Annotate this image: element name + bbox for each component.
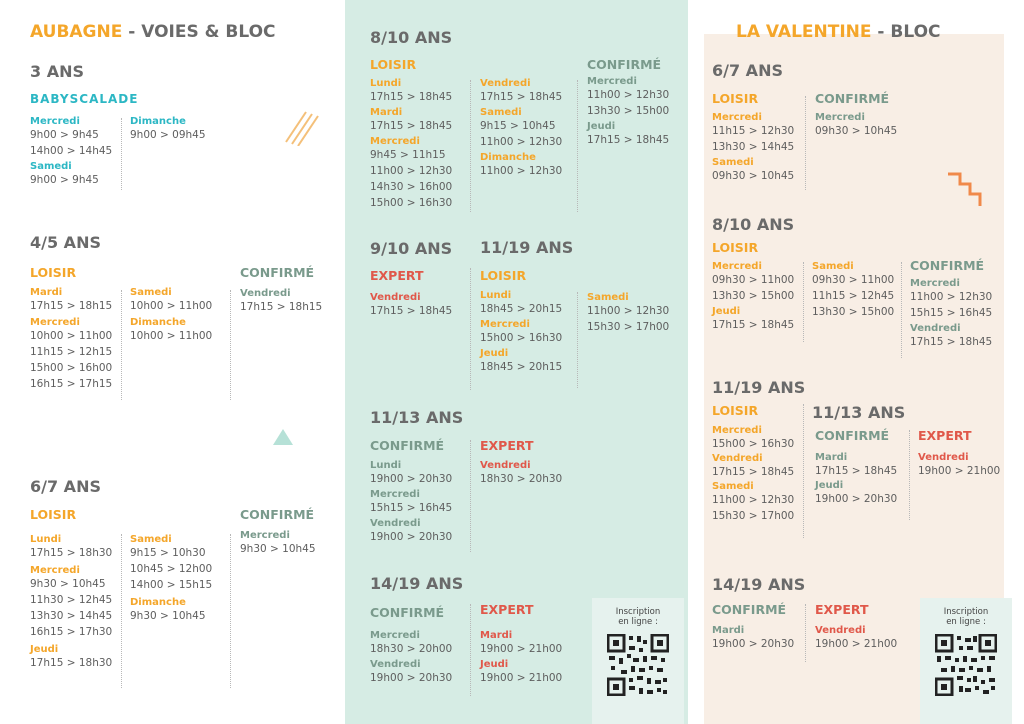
day-label: Dimanche bbox=[480, 152, 536, 163]
loisir-label: LOISIR bbox=[712, 403, 759, 418]
divider bbox=[121, 290, 122, 400]
time-slots: 9h00 > 09h45 bbox=[130, 129, 206, 141]
time-slots: 11h00 > 12h30 13h30 > 15h00 bbox=[587, 89, 670, 117]
time-slots: 11h15 > 12h30 13h30 > 14h45 bbox=[712, 125, 795, 153]
aubagne-45ans-col1 bbox=[30, 287, 112, 392]
day-label: Jeudi bbox=[587, 121, 616, 132]
divider bbox=[577, 80, 578, 212]
aubagne-3ans-col1 bbox=[30, 116, 112, 188]
day-label: Vendredi bbox=[370, 292, 421, 303]
time-slots: 18h30 > 20h00 bbox=[370, 643, 453, 655]
confirme-label: CONFIRMÉ bbox=[910, 258, 985, 273]
val-1113ans-title: 11/13 ANS bbox=[812, 403, 906, 422]
day-label: Jeudi bbox=[480, 348, 509, 359]
time-slots: 11h00 > 12h30 bbox=[480, 165, 563, 177]
day-label: Mercredi bbox=[370, 489, 420, 500]
val-1419ans-col1 bbox=[712, 625, 794, 652]
time-slots: 9h15 > 10h45 11h00 > 12h30 bbox=[480, 120, 563, 148]
divider bbox=[803, 404, 804, 538]
time-slots: 17h15 > 18h45 bbox=[910, 336, 993, 348]
divider bbox=[121, 534, 122, 688]
confirme-label: CONFIRMÉ bbox=[240, 507, 315, 522]
time-slots: 19h00 > 20h30 bbox=[815, 493, 898, 505]
time-slots: 17h15 > 18h45 bbox=[712, 319, 795, 331]
day-label: Vendredi bbox=[918, 452, 969, 463]
qr-label: Inscription en ligne : bbox=[615, 607, 661, 627]
time-slots: 18h45 > 20h15 bbox=[480, 303, 563, 315]
day-label: Lundi bbox=[480, 290, 512, 301]
qr-code-box[interactable] bbox=[592, 598, 684, 724]
day-label: Samedi bbox=[480, 107, 522, 118]
divider bbox=[121, 118, 122, 190]
divider bbox=[470, 440, 471, 552]
mid-1119ans-title: 11/19 ANS bbox=[480, 238, 574, 257]
qr-code-icon bbox=[935, 634, 997, 696]
valentine-title bbox=[736, 22, 941, 42]
val-1119ans-title: 11/19 ANS bbox=[712, 378, 806, 397]
confirme-label: CONFIRMÉ bbox=[815, 91, 890, 106]
day-label: Dimanche bbox=[130, 597, 186, 608]
val-810ans-col2 bbox=[812, 261, 894, 320]
aubagne-67ans-col2 bbox=[130, 534, 212, 624]
time-slots: 17h15 > 18h45 bbox=[370, 91, 453, 103]
valentine-title-sub: - BLOC bbox=[871, 22, 941, 42]
val-1119ans-col1 bbox=[712, 425, 794, 524]
day-label: Mercredi bbox=[712, 425, 762, 436]
day-label: Lundi bbox=[30, 534, 62, 545]
day-label: Mercredi bbox=[240, 530, 290, 541]
time-slots: 15h15 > 16h45 bbox=[370, 502, 453, 514]
confirme-label: CONFIRMÉ bbox=[370, 605, 445, 620]
day-label: Mercredi bbox=[587, 76, 637, 87]
divider bbox=[909, 430, 910, 520]
divider bbox=[805, 96, 806, 190]
time-slots: 11h00 > 12h30 15h15 > 16h45 bbox=[910, 291, 993, 319]
mid-810ans-col2 bbox=[480, 78, 562, 179]
day-label: Mercredi bbox=[370, 136, 420, 147]
time-slots: 10h00 > 11h00 bbox=[130, 330, 213, 342]
aubagne-title bbox=[30, 22, 276, 42]
divider bbox=[470, 268, 471, 390]
aubagne-45ans-title: 4/5 ANS bbox=[30, 233, 101, 252]
expert-label: EXPERT bbox=[815, 602, 869, 617]
divider bbox=[577, 292, 578, 388]
time-slots: 9h30 > 10h45 11h30 > 12h45 13h30 > 14h45 16h15 > 17h30 bbox=[30, 578, 113, 638]
day-label: Jeudi bbox=[480, 659, 509, 670]
expert-label: EXPERT bbox=[480, 602, 534, 617]
time-slots: 09h30 > 10h45 bbox=[815, 125, 898, 137]
day-label: Mercredi bbox=[30, 565, 80, 576]
loisir-label: LOISIR bbox=[712, 240, 759, 255]
aubagne-67ans-col1 bbox=[30, 534, 112, 671]
day-label: Vendredi bbox=[370, 518, 421, 529]
time-slots: 15h00 > 16h30 bbox=[480, 332, 563, 344]
loisir-label: LOISIR bbox=[480, 268, 527, 283]
diagonal-lines-deco bbox=[282, 108, 320, 146]
time-slots: 19h00 > 21h00 bbox=[480, 643, 563, 655]
time-slots: 18h30 > 20h30 bbox=[480, 473, 563, 485]
aubagne-title-main: AUBAGNE bbox=[30, 22, 123, 42]
time-slots: 18h45 > 20h15 bbox=[480, 361, 563, 373]
confirme-label: CONFIRMÉ bbox=[815, 428, 890, 443]
mid-810ans-col1 bbox=[370, 78, 452, 211]
day-label: Mardi bbox=[712, 625, 745, 636]
day-label: Mardi bbox=[30, 287, 63, 298]
day-label: Mercredi bbox=[815, 112, 865, 123]
val-1113ans-col2 bbox=[918, 452, 1000, 479]
divider bbox=[901, 262, 902, 358]
val-67ans-title: 6/7 ANS bbox=[712, 61, 783, 80]
val-810ans-title: 8/10 ANS bbox=[712, 215, 795, 234]
aubagne-title-sub: - VOIES & BLOC bbox=[122, 22, 276, 42]
babyscalade-label: BABYSCALADE bbox=[30, 92, 139, 106]
mid-810ans-title: 8/10 ANS bbox=[370, 28, 453, 47]
expert-label: EXPERT bbox=[480, 438, 534, 453]
time-slots: 19h00 > 20h30 bbox=[370, 473, 453, 485]
mid-810ans-col3 bbox=[587, 76, 669, 148]
day-label: Vendredi bbox=[910, 323, 961, 334]
divider bbox=[230, 534, 231, 688]
time-slots: 11h00 > 12h30 15h30 > 17h00 bbox=[712, 494, 795, 522]
time-slots: 09h30 > 10h45 bbox=[712, 170, 795, 182]
day-label: Vendredi bbox=[815, 625, 866, 636]
mid-1113ans-col2 bbox=[480, 460, 562, 487]
confirme-label: CONFIRMÉ bbox=[240, 265, 315, 280]
qr-code-icon bbox=[607, 634, 669, 696]
time-slots: 9h45 > 11h15 11h00 > 12h30 14h30 > 16h00 15h00 > 16h30 bbox=[370, 149, 453, 209]
stairs-deco bbox=[946, 172, 990, 208]
loisir-label: LOISIR bbox=[370, 57, 417, 72]
time-slots: 19h00 > 20h30 bbox=[370, 672, 453, 684]
day-label: Mercredi bbox=[30, 116, 80, 127]
day-label: Lundi bbox=[370, 78, 402, 89]
qr-label: Inscription en ligne : bbox=[943, 607, 989, 627]
val-810ans-col1 bbox=[712, 261, 794, 333]
time-slots: 17h15 > 18h45 bbox=[712, 466, 795, 478]
day-label: Jeudi bbox=[712, 306, 741, 317]
time-slots: 10h00 > 11h00 11h15 > 12h15 15h00 > 16h00 16h15 > 17h15 bbox=[30, 330, 113, 390]
day-label: Mardi bbox=[815, 452, 848, 463]
valentine-title-main: LA VALENTINE bbox=[736, 22, 872, 42]
day-label: Vendredi bbox=[480, 78, 531, 89]
val-67ans-col2 bbox=[815, 112, 897, 139]
day-label: Dimanche bbox=[130, 116, 186, 127]
day-label: Lundi bbox=[370, 460, 402, 471]
aubagne-45ans-col3 bbox=[240, 288, 322, 315]
expert-label: EXPERT bbox=[370, 268, 424, 283]
time-slots: 9h30 > 10h45 bbox=[240, 543, 316, 555]
confirme-label: CONFIRMÉ bbox=[370, 438, 445, 453]
time-slots: 17h15 > 18h45 bbox=[480, 91, 563, 103]
day-label: Jeudi bbox=[30, 644, 59, 655]
triangle-deco bbox=[273, 429, 293, 445]
time-slots: 19h00 > 20h30 bbox=[370, 531, 453, 543]
time-slots: 09h30 > 11h00 11h15 > 12h45 13h30 > 15h00 bbox=[812, 274, 895, 318]
val-1419ans-title: 14/19 ANS bbox=[712, 575, 806, 594]
confirme-label: CONFIRMÉ bbox=[587, 57, 662, 72]
val-67ans-col1 bbox=[712, 112, 794, 184]
day-label: Mercredi bbox=[480, 319, 530, 330]
time-slots: 17h15 > 18h45 bbox=[370, 305, 453, 317]
time-slots: 9h30 > 10h45 bbox=[130, 610, 206, 622]
divider bbox=[470, 604, 471, 696]
time-slots: 17h15 > 18h30 bbox=[30, 657, 113, 669]
mid-1113ans-col1 bbox=[370, 460, 452, 545]
time-slots: 19h00 > 20h30 bbox=[712, 638, 795, 650]
mid-1419ans-col2 bbox=[480, 630, 562, 686]
day-label: Samedi bbox=[712, 481, 754, 492]
time-slots: 17h15 > 18h45 bbox=[815, 465, 898, 477]
day-label: Dimanche bbox=[130, 317, 186, 328]
divider bbox=[805, 604, 806, 662]
mid-910ans-title: 9/10 ANS bbox=[370, 239, 453, 258]
mid-1119ans-col2 bbox=[587, 292, 669, 335]
time-slots: 17h15 > 18h45 bbox=[587, 134, 670, 146]
confirme-label: CONFIRMÉ bbox=[712, 602, 787, 617]
time-slots: 17h15 > 18h15 bbox=[30, 300, 113, 312]
day-label: Vendredi bbox=[370, 659, 421, 670]
divider bbox=[470, 80, 471, 212]
aubagne-67ans-title: 6/7 ANS bbox=[30, 477, 101, 496]
day-label: Mardi bbox=[480, 630, 513, 641]
aubagne-3ans-title: 3 ANS bbox=[30, 62, 84, 81]
day-label: Vendredi bbox=[712, 453, 763, 464]
expert-label: EXPERT bbox=[918, 428, 972, 443]
time-slots: 11h00 > 12h30 15h30 > 17h00 bbox=[587, 305, 670, 333]
time-slots: 15h00 > 16h30 bbox=[712, 438, 795, 450]
loisir-label: LOISIR bbox=[30, 507, 77, 522]
time-slots: 9h15 > 10h30 10h45 > 12h00 14h00 > 15h15 bbox=[130, 547, 213, 591]
time-slots: 19h00 > 21h00 bbox=[918, 465, 1001, 477]
day-label: Mercredi bbox=[712, 112, 762, 123]
day-label: Samedi bbox=[130, 287, 172, 298]
val-810ans-col3 bbox=[910, 278, 992, 350]
day-label: Samedi bbox=[812, 261, 854, 272]
time-slots: 09h30 > 11h00 13h30 > 15h00 bbox=[712, 274, 795, 302]
day-label: Jeudi bbox=[815, 480, 844, 491]
day-label: Samedi bbox=[130, 534, 172, 545]
day-label: Mercredi bbox=[712, 261, 762, 272]
divider bbox=[803, 262, 804, 342]
time-slots: 17h15 > 18h45 bbox=[370, 120, 453, 132]
time-slots: 9h00 > 9h45 14h00 > 14h45 bbox=[30, 129, 113, 157]
aubagne-45ans-col2 bbox=[130, 287, 212, 344]
mid-1419ans-col1 bbox=[370, 630, 452, 686]
loisir-label: LOISIR bbox=[30, 265, 77, 280]
time-slots: 17h15 > 18h30 bbox=[30, 547, 113, 559]
time-slots: 9h00 > 9h45 bbox=[30, 174, 99, 186]
time-slots: 19h00 > 21h00 bbox=[815, 638, 898, 650]
aubagne-3ans-col2 bbox=[130, 116, 206, 143]
mid-1113ans-title: 11/13 ANS bbox=[370, 408, 464, 427]
divider bbox=[230, 290, 231, 400]
day-label: Vendredi bbox=[240, 288, 291, 299]
day-label: Mardi bbox=[370, 107, 403, 118]
mid-1119ans-col1 bbox=[480, 290, 562, 375]
mid-910ans-col1 bbox=[370, 292, 452, 319]
time-slots: 19h00 > 21h00 bbox=[480, 672, 563, 684]
time-slots: 17h15 > 18h15 bbox=[240, 301, 323, 313]
val-1113ans-col1 bbox=[815, 452, 897, 507]
loisir-label: LOISIR bbox=[712, 91, 759, 106]
aubagne-67ans-col3 bbox=[240, 530, 316, 557]
day-label: Mercredi bbox=[30, 317, 80, 328]
day-label: Samedi bbox=[30, 161, 72, 172]
day-label: Vendredi bbox=[480, 460, 531, 471]
day-label: Mercredi bbox=[910, 278, 960, 289]
mid-1419ans-title: 14/19 ANS bbox=[370, 574, 464, 593]
day-label: Samedi bbox=[712, 157, 754, 168]
day-label: Samedi bbox=[587, 292, 629, 303]
day-label: Mercredi bbox=[370, 630, 420, 641]
qr-code-box[interactable] bbox=[920, 598, 1012, 724]
time-slots: 10h00 > 11h00 bbox=[130, 300, 213, 312]
val-1419ans-col2 bbox=[815, 625, 897, 652]
